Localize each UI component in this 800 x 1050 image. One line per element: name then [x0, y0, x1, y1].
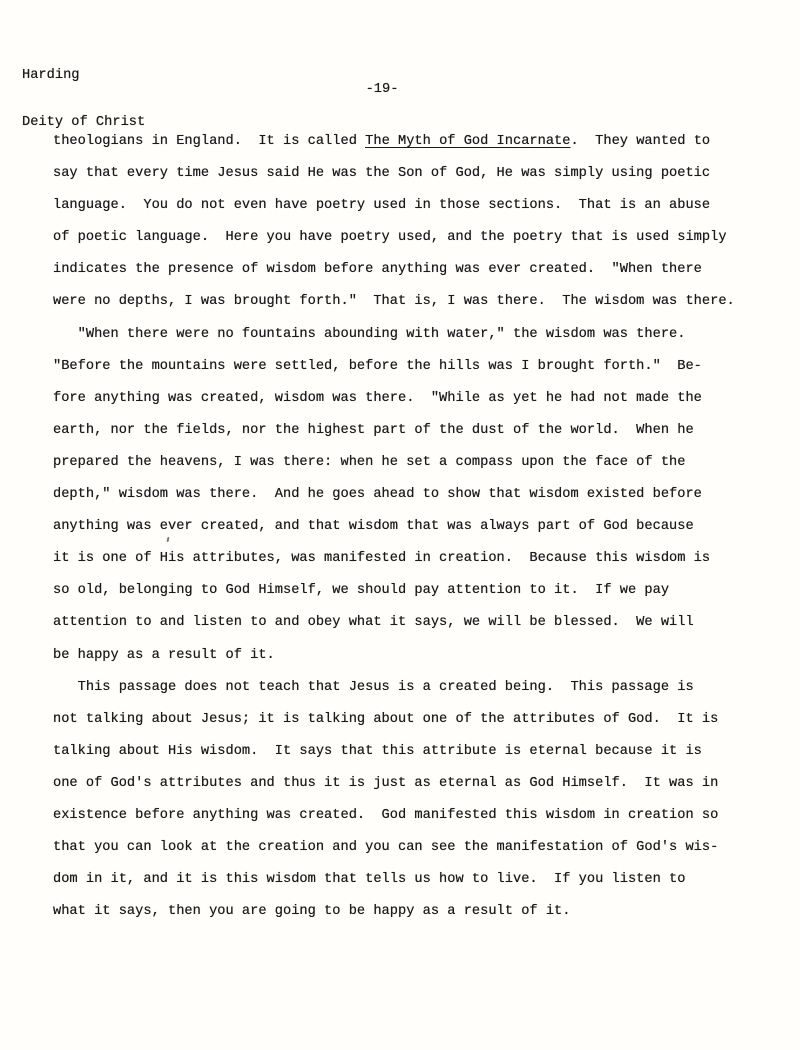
text-line — [53, 254, 735, 286]
text-line — [53, 768, 735, 800]
text-segment: prepared the heavens, I was there: when he set a compass upon the face of the — [53, 454, 686, 470]
text-line — [53, 832, 735, 864]
header-title: Deity of Christ — [22, 114, 146, 130]
text-segment: This passage does not teach that Jesus is a created being. This passage is — [53, 679, 694, 695]
header-author: Harding — [22, 68, 80, 83]
text-line — [53, 864, 735, 896]
text-segment: anything was ever created, and that wisdom that was always part of God because — [53, 519, 694, 535]
text-line — [53, 319, 735, 351]
document-body — [53, 126, 735, 928]
text-line — [53, 800, 735, 832]
text-segment: theologians in England. It is called — [53, 134, 366, 149]
text-segment: earth, nor the fields, nor the highest part of the dust of the world. When he — [53, 422, 694, 438]
text-line — [53, 415, 735, 447]
text-segment: so old, belonging to God Himself, we should pay attention to it. If we pay — [53, 583, 670, 599]
text-line — [53, 736, 735, 768]
text-line — [53, 222, 735, 254]
text-line — [53, 190, 735, 222]
text-line — [53, 511, 735, 543]
text-segment: it is one of His attributes, was manifested in creation. Because this wisdom is — [53, 551, 711, 567]
text-segment: that you can look at the creation and you can see the manifestation of God's wis- — [53, 840, 719, 856]
underlined-book-title: The Myth of God Incarnate — [365, 134, 571, 149]
text-line — [53, 543, 735, 575]
text-line — [53, 447, 735, 479]
text-line — [53, 704, 735, 736]
text-segment: be happy as a result of it. — [53, 647, 275, 663]
text-segment: fore anything was created, wisdom was there. "While as yet he had not made the — [53, 390, 702, 406]
text-segment: were no depths, I was brought forth." That is, I was there. The wisdom was there. — [53, 294, 735, 310]
page-number: -19- — [365, 82, 399, 97]
text-line — [53, 479, 735, 511]
text-line — [53, 672, 735, 704]
text-line — [53, 126, 735, 158]
text-segment: "Before the mountains were settled, before the hills was I brought forth." Be- — [53, 358, 702, 374]
text-segment: not talking about Jesus; it is talking about one of the attributes of God. It is — [53, 711, 719, 727]
text-line — [53, 607, 735, 639]
text-line — [53, 575, 735, 607]
text-segment: attention to and listen to and obey what it says, we will be blessed. We will — [53, 615, 694, 631]
text-segment: dom in it, and it is this wisdom that tells us how to live. If you listen to — [53, 872, 686, 888]
text-line — [53, 383, 735, 415]
text-segment: language. You do not even have poetry used in those sections. That is an abuse — [53, 198, 711, 214]
text-line — [53, 351, 735, 383]
text-segment: existence before anything was created. God manifested this wisdom in creation so — [53, 807, 719, 823]
text-segment: indicates the presence of wisdom before anything was ever created. "When there — [53, 262, 702, 278]
text-segment: one of God's attributes and thus it is just as eternal as God Himself. It was in — [53, 775, 719, 791]
text-segment: say that every time Jesus said He was the Son of God, He was simply using poetic — [53, 166, 711, 182]
text-segment: what it says, then you are going to be happy as a result of it. — [53, 904, 571, 920]
text-segment: of poetic language. Here you have poetry used, and the poetry that is used simply — [53, 230, 727, 246]
text-line — [53, 896, 735, 928]
text-line — [53, 640, 735, 672]
text-segment: talking about His wisdom. It says that this attribute is eternal because it is — [53, 743, 702, 759]
text-line — [53, 158, 735, 190]
text-segment: . They wanted to — [570, 134, 711, 149]
text-segment: "When there were no fountains abounding with water," the wisdom was there. — [53, 326, 686, 342]
text-line — [53, 286, 735, 318]
text-segment: depth," wisdom was there. And he goes ahead to show that wisdom existed before — [53, 487, 702, 503]
